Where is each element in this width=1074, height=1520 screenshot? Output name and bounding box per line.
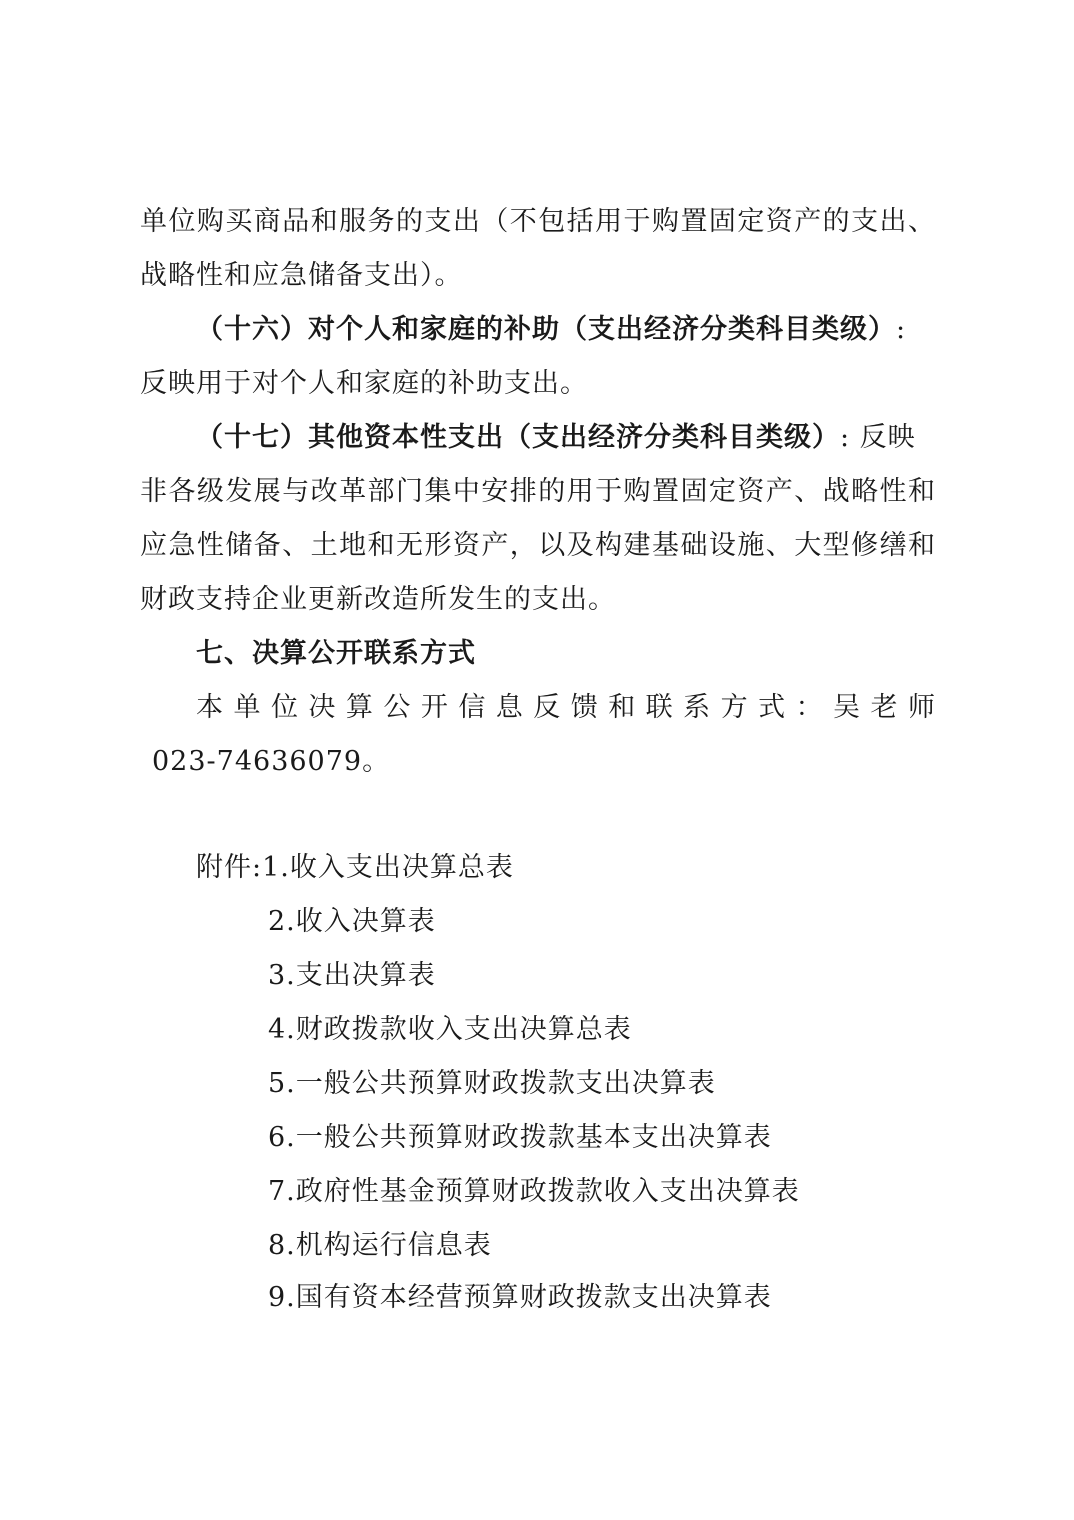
attachment-item-4: 4.财政拨款收入支出决算总表 — [268, 1014, 632, 1045]
sec16-line2: 反映用于对个人和家庭的补助支出。 — [140, 368, 588, 399]
attachment-item-2: 2.收入决算表 — [268, 906, 436, 937]
sec17-tail: : 反映 — [840, 422, 916, 453]
sec17-heading: （十七）其他资本性支出（支出经济分类科目类级） — [196, 422, 840, 453]
sec17-line1 — [196, 418, 936, 458]
attachment-item-1 — [196, 848, 514, 888]
sec16-colon: : — [896, 314, 907, 345]
attachment-item-label: 1.收入支出决算总表 — [262, 852, 514, 883]
attachment-prefix: 附件: — [196, 852, 263, 883]
sec16-heading: （十六）对个人和家庭的补助（支出经济分类科目类级） — [196, 314, 896, 345]
contact-line2: 023-74636079。 — [152, 746, 391, 777]
sec17-line2: 非各级发展与改革部门集中安排的用于购置固定资产、战略性和 — [140, 476, 936, 507]
sec17-line4: 财政支持企业更新改造所发生的支出。 — [140, 584, 616, 615]
sec7-heading: 七、决算公开联系方式 — [196, 638, 476, 669]
attachment-item-6: 6.一般公共预算财政拨款基本支出决算表 — [268, 1122, 772, 1153]
attachment-item-5: 5.一般公共预算财政拨款支出决算表 — [268, 1068, 716, 1099]
sec17-line3: 应急性储备、土地和无形资产，以及构建基础设施、大型修缮和 — [140, 530, 936, 561]
attachment-item-7: 7.政府性基金预算财政拨款收入支出决算表 — [268, 1176, 800, 1207]
sec16-line1 — [196, 310, 936, 350]
attachment-item-8: 8.机构运行信息表 — [268, 1230, 492, 1261]
attachment-item-9: 9.国有资本经营预算财政拨款支出决算表 — [268, 1282, 772, 1313]
para15-line1: 单位购买商品和服务的支出（不包括用于购置固定资产的支出、 — [140, 206, 936, 237]
attachment-item-3: 3.支出决算表 — [268, 960, 436, 991]
para15-line2: 战略性和应急储备支出）。 — [140, 260, 463, 291]
contact-line1: 本单位决算公开信息反馈和联系方式：吴老师 — [196, 692, 936, 723]
